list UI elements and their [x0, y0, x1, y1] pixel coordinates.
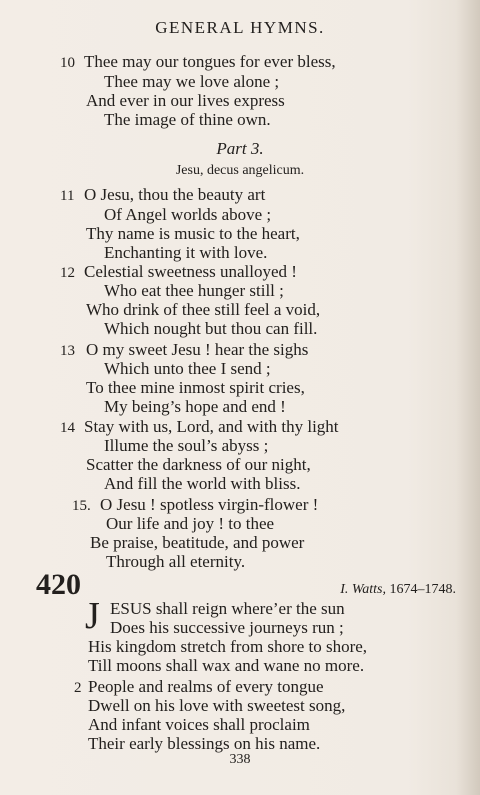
- verse-line: To thee mine inmost spirit cries,: [86, 378, 305, 397]
- verse-line: Thy name is music to the heart,: [86, 224, 300, 243]
- verse-line: Which nought but thou can fill.: [104, 319, 318, 338]
- verse-line: Who drink of thee still feel a void,: [86, 300, 321, 319]
- author-attribution: [340, 582, 456, 598]
- author-name: I. Watts,: [340, 582, 386, 597]
- stanza-number: 15.: [72, 498, 91, 514]
- author-dates: 1674–1748.: [389, 582, 456, 597]
- verse-line: His kingdom stretch from shore to shore,: [88, 637, 368, 656]
- verse-line: Thee may our tongues for ever bless,: [84, 52, 336, 71]
- verse-line: O Jesu ! spotless virgin-flower !: [100, 495, 319, 514]
- verse-line: Celestial sweetness unalloyed !: [84, 262, 297, 281]
- verse-line: Through all eternity.: [106, 552, 246, 571]
- drop-capital: J: [85, 595, 100, 637]
- stanza-number: 14: [60, 420, 75, 436]
- verse-line: Illume the soul’s abyss ;: [104, 436, 269, 455]
- verse-line: O my sweet Jesu ! hear the sighs: [86, 340, 309, 359]
- verse-line: Scatter the darkness of our night,: [86, 455, 311, 474]
- verse-line: Our life and joy ! to thee: [106, 514, 275, 533]
- stanza-number: 13: [60, 343, 75, 359]
- verse-line: Of Angel worlds above ;: [104, 205, 272, 224]
- verse-line: Does his successive journeys run ;: [110, 618, 344, 637]
- stanza-number: 12: [60, 265, 75, 281]
- part-subtitle: Jesu, decus angelicum.: [175, 163, 305, 178]
- hymn-number: 420: [36, 568, 81, 601]
- verse-line: Dwell on his love with sweetest song,: [88, 696, 346, 715]
- running-header: GENERAL HYMNS.: [155, 18, 325, 37]
- verse-line: Till moons shall wax and wane no more.: [88, 656, 365, 675]
- verse-line: Who eat thee hunger still ;: [104, 281, 284, 300]
- verse-line: Stay with us, Lord, and with thy light: [84, 417, 339, 436]
- verse-line: And infant voices shall proclaim: [88, 715, 310, 734]
- stanza-number: 11: [60, 188, 75, 204]
- verse-line: And fill the world with bliss.: [104, 474, 301, 493]
- verse-line: O Jesu, thou the beauty art: [84, 185, 266, 204]
- page-number: 338: [229, 752, 251, 767]
- verse-line: Enchanting it with love.: [104, 243, 268, 262]
- verse-line: Which unto thee I send ;: [104, 359, 271, 378]
- verse-line: The image of thine own.: [104, 110, 271, 129]
- part-title: Part 3.: [216, 139, 264, 158]
- verse-line: Thee may we love alone ;: [104, 72, 280, 91]
- verse-line: And ever in our lives express: [86, 91, 285, 110]
- verse-line: ESUS shall reign where’er the sun: [110, 599, 345, 618]
- verse-line: My being’s hope and end !: [104, 397, 286, 416]
- verse-line: Be praise, beatitude, and power: [90, 533, 305, 552]
- stanza-number: 2: [74, 680, 82, 696]
- stanza-number: 10: [60, 55, 75, 71]
- verse-line: Their early blessings on his name.: [88, 734, 321, 753]
- verse-line: People and realms of every tongue: [88, 677, 324, 696]
